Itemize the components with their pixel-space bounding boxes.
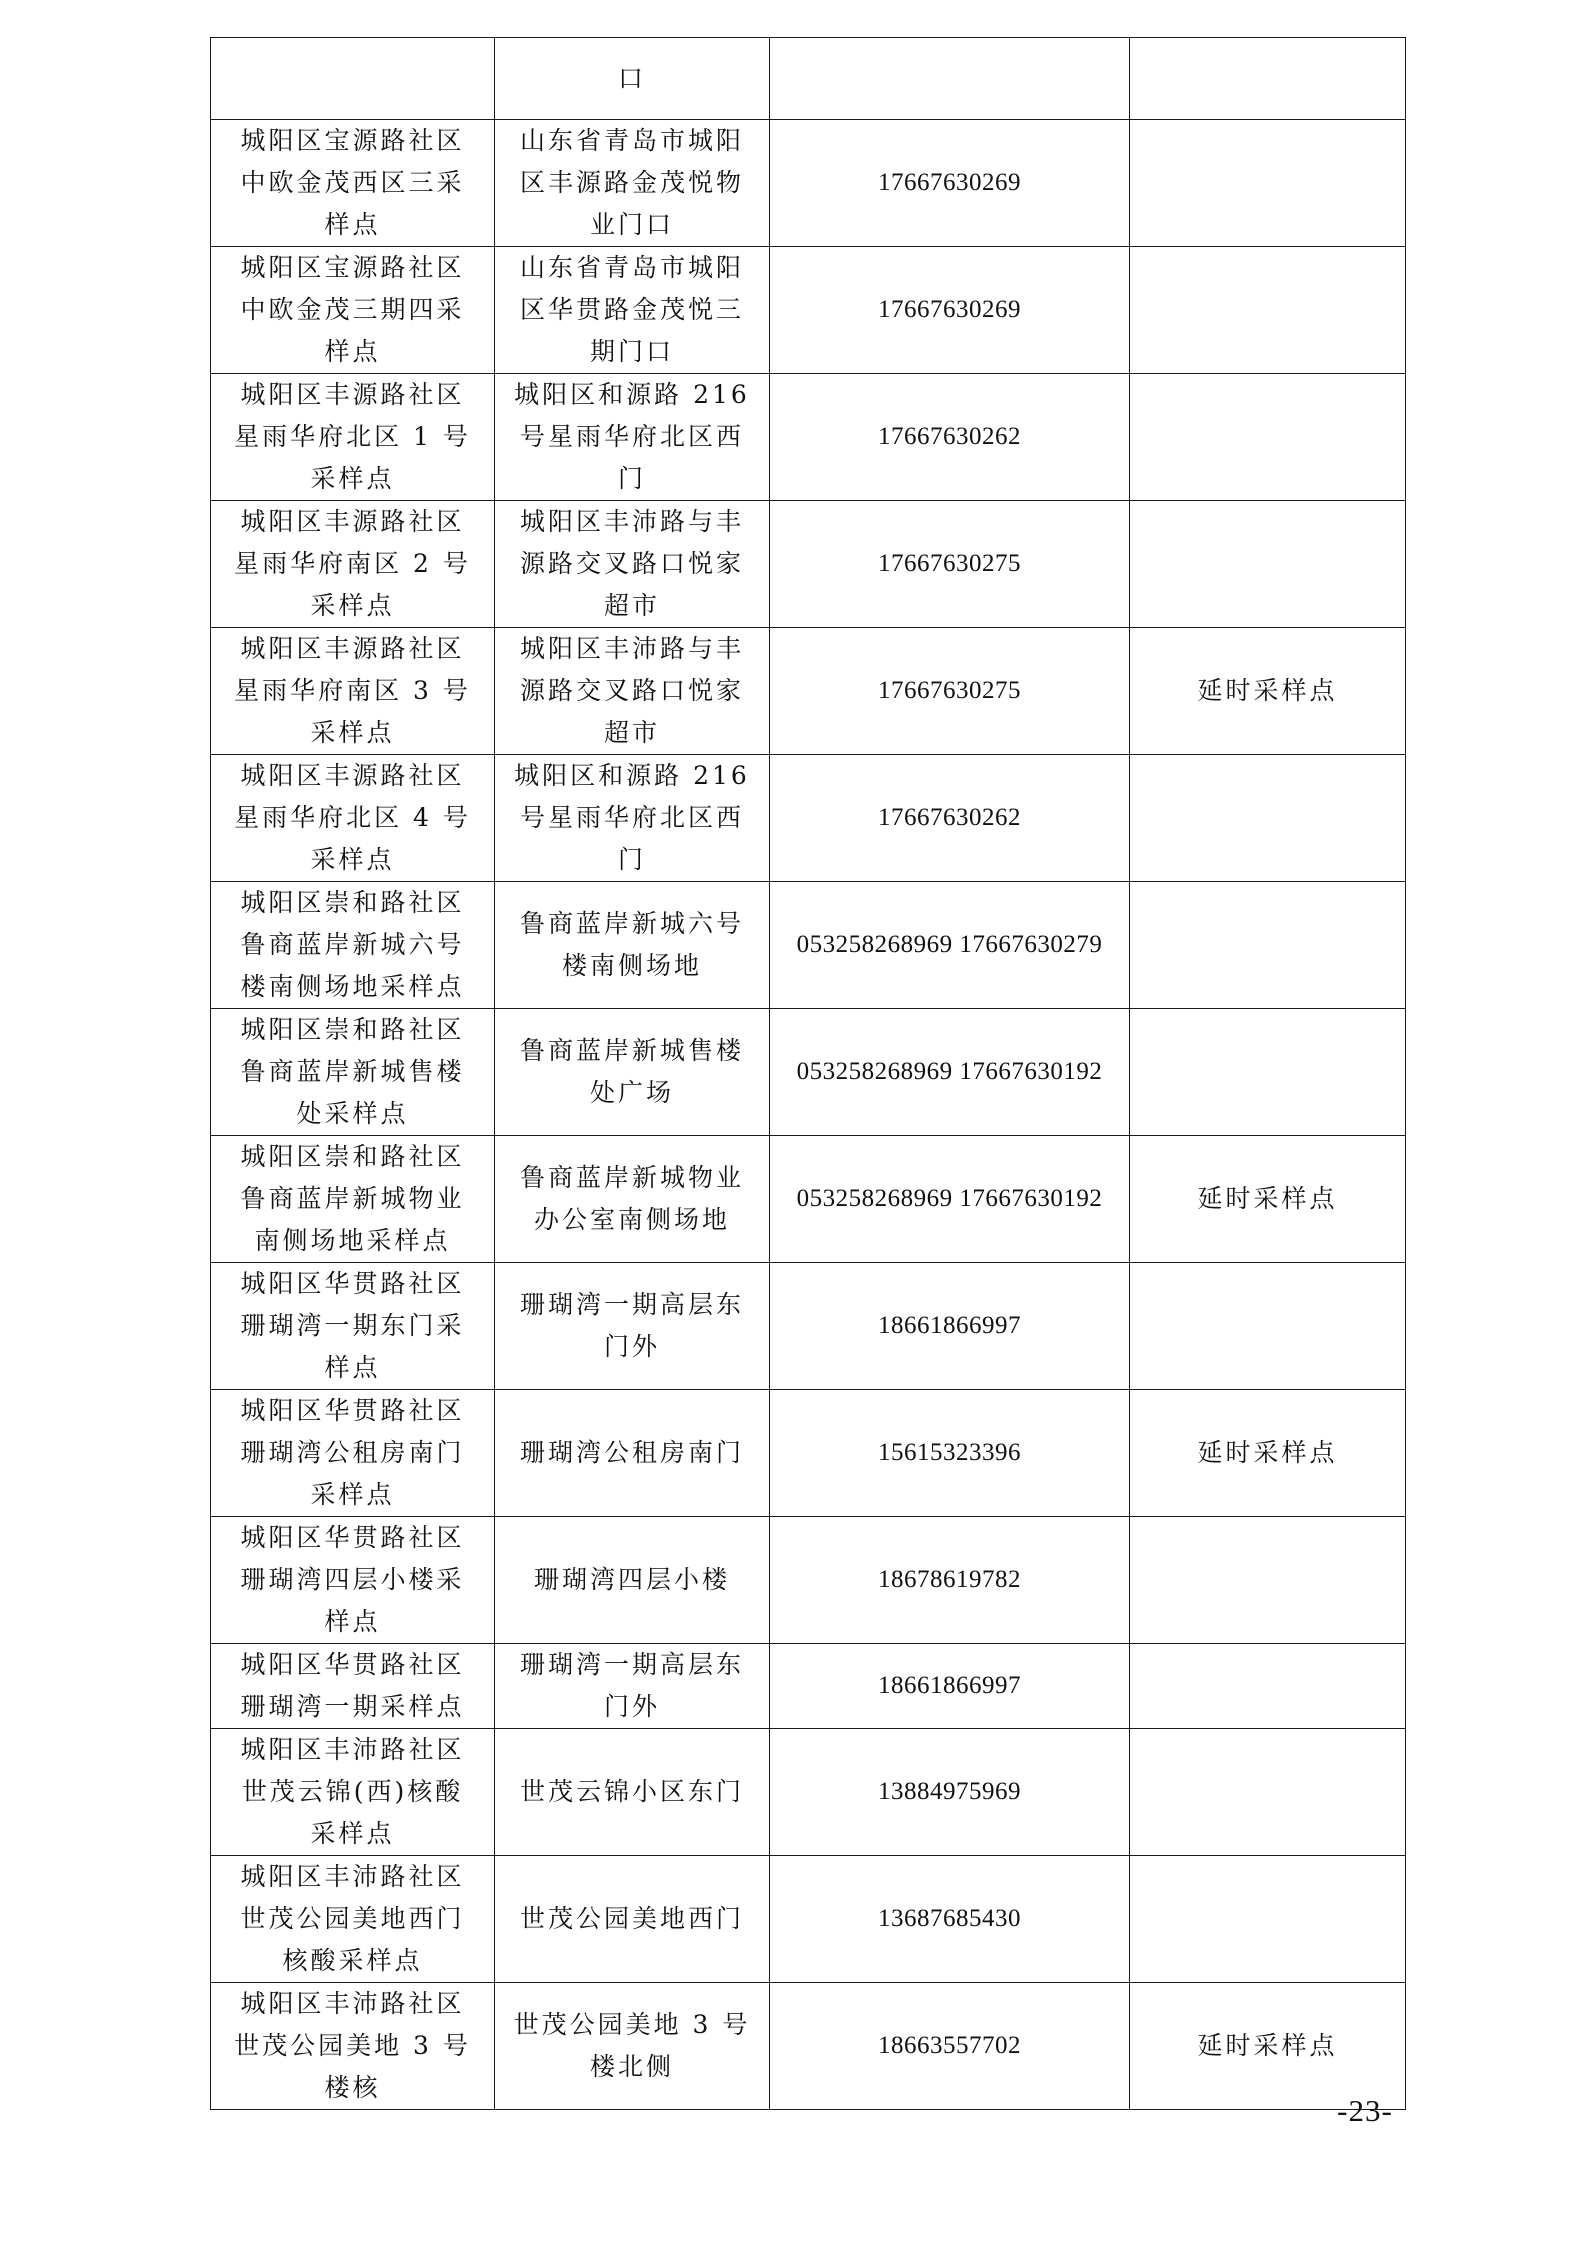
address-cell: 城阳区丰沛路与丰源路交叉路口悦家超市 xyxy=(495,501,770,628)
table-row xyxy=(211,501,1406,628)
phone-cell: 053258268969 17667630192 xyxy=(770,1136,1130,1263)
note-cell: 延时采样点 xyxy=(1130,1136,1406,1263)
note-cell xyxy=(1130,38,1406,120)
note-cell: 延时采样点 xyxy=(1130,628,1406,755)
table-row xyxy=(211,755,1406,882)
site-name-cell: 城阳区崇和路社区鲁商蓝岸新城六号楼南侧场地采样点 xyxy=(211,882,495,1009)
address-cell: 世茂云锦小区东门 xyxy=(495,1729,770,1856)
site-name-cell: 城阳区华贯路社区珊瑚湾公租房南门采样点 xyxy=(211,1390,495,1517)
site-name-cell xyxy=(211,38,495,120)
phone-cell: 18661866997 xyxy=(770,1263,1130,1390)
site-name-cell: 城阳区华贯路社区珊瑚湾一期采样点 xyxy=(211,1644,495,1729)
phone-cell: 17667630262 xyxy=(770,374,1130,501)
note-cell: 延时采样点 xyxy=(1130,1390,1406,1517)
note-cell xyxy=(1130,501,1406,628)
table-row xyxy=(211,1644,1406,1729)
phone-cell: 13687685430 xyxy=(770,1856,1130,1983)
site-name-cell: 城阳区宝源路社区中欧金茂三期四采样点 xyxy=(211,247,495,374)
table-row xyxy=(211,1009,1406,1136)
address-cell: 鲁商蓝岸新城六号楼南侧场地 xyxy=(495,882,770,1009)
table-row xyxy=(211,374,1406,501)
site-name-cell: 城阳区丰源路社区星雨华府南区 3 号采样点 xyxy=(211,628,495,755)
address-cell: 珊瑚湾一期高层东门外 xyxy=(495,1263,770,1390)
note-cell xyxy=(1130,1644,1406,1729)
table-row xyxy=(211,1136,1406,1263)
site-name-cell: 城阳区丰源路社区星雨华府北区 1 号采样点 xyxy=(211,374,495,501)
site-name-cell: 城阳区崇和路社区鲁商蓝岸新城物业南侧场地采样点 xyxy=(211,1136,495,1263)
phone-cell: 13884975969 xyxy=(770,1729,1130,1856)
phone-cell: 17667630275 xyxy=(770,501,1130,628)
note-cell xyxy=(1130,755,1406,882)
address-cell: 山东省青岛市城阳区华贯路金茂悦三期门口 xyxy=(495,247,770,374)
phone-cell: 17667630262 xyxy=(770,755,1130,882)
address-cell: 城阳区丰沛路与丰源路交叉路口悦家超市 xyxy=(495,628,770,755)
note-cell xyxy=(1130,882,1406,1009)
table-row xyxy=(211,1983,1406,2110)
phone-cell: 17667630269 xyxy=(770,120,1130,247)
note-cell xyxy=(1130,1729,1406,1856)
site-name-cell: 城阳区丰沛路社区世茂云锦(西)核酸采样点 xyxy=(211,1729,495,1856)
sampling-sites-table xyxy=(210,37,1406,2110)
note-cell xyxy=(1130,374,1406,501)
table-row xyxy=(211,120,1406,247)
table-row xyxy=(211,628,1406,755)
table-row xyxy=(211,1856,1406,1983)
phone-cell: 18661866997 xyxy=(770,1644,1130,1729)
table-row xyxy=(211,882,1406,1009)
address-cell: 世茂公园美地 3 号楼北侧 xyxy=(495,1983,770,2110)
address-cell: 山东省青岛市城阳区丰源路金茂悦物业门口 xyxy=(495,120,770,247)
phone-cell: 18663557702 xyxy=(770,1983,1130,2110)
page-number: -23- xyxy=(1337,2093,1393,2128)
address-cell: 鲁商蓝岸新城物业办公室南侧场地 xyxy=(495,1136,770,1263)
note-cell xyxy=(1130,247,1406,374)
site-name-cell: 城阳区丰沛路社区世茂公园美地 3 号楼核 xyxy=(211,1983,495,2110)
table-row xyxy=(211,1390,1406,1517)
phone-cell: 18678619782 xyxy=(770,1517,1130,1644)
phone-cell: 053258268969 17667630279 xyxy=(770,882,1130,1009)
table-row xyxy=(211,1729,1406,1856)
note-cell xyxy=(1130,1856,1406,1983)
phone-cell xyxy=(770,38,1130,120)
site-name-cell: 城阳区崇和路社区鲁商蓝岸新城售楼处采样点 xyxy=(211,1009,495,1136)
table-row xyxy=(211,1517,1406,1644)
address-cell: 珊瑚湾一期高层东门外 xyxy=(495,1644,770,1729)
address-cell: 珊瑚湾四层小楼 xyxy=(495,1517,770,1644)
site-name-cell: 城阳区华贯路社区珊瑚湾四层小楼采样点 xyxy=(211,1517,495,1644)
phone-cell: 17667630275 xyxy=(770,628,1130,755)
note-cell xyxy=(1130,1263,1406,1390)
address-cell: 世茂公园美地西门 xyxy=(495,1856,770,1983)
phone-cell: 053258268969 17667630192 xyxy=(770,1009,1130,1136)
address-cell: 城阳区和源路 216 号星雨华府北区西门 xyxy=(495,755,770,882)
site-name-cell: 城阳区丰沛路社区世茂公园美地西门核酸采样点 xyxy=(211,1856,495,1983)
site-name-cell: 城阳区华贯路社区珊瑚湾一期东门采样点 xyxy=(211,1263,495,1390)
site-name-cell: 城阳区宝源路社区中欧金茂西区三采样点 xyxy=(211,120,495,247)
table-row xyxy=(211,38,1406,120)
note-cell xyxy=(1130,1009,1406,1136)
table-row xyxy=(211,1263,1406,1390)
note-cell: 延时采样点 xyxy=(1130,1983,1406,2110)
note-cell xyxy=(1130,1517,1406,1644)
site-name-cell: 城阳区丰源路社区星雨华府北区 4 号采样点 xyxy=(211,755,495,882)
site-name-cell: 城阳区丰源路社区星雨华府南区 2 号采样点 xyxy=(211,501,495,628)
address-cell: 口 xyxy=(495,38,770,120)
address-cell: 鲁商蓝岸新城售楼处广场 xyxy=(495,1009,770,1136)
phone-cell: 17667630269 xyxy=(770,247,1130,374)
address-cell: 城阳区和源路 216 号星雨华府北区西门 xyxy=(495,374,770,501)
address-cell: 珊瑚湾公租房南门 xyxy=(495,1390,770,1517)
table-row xyxy=(211,247,1406,374)
note-cell xyxy=(1130,120,1406,247)
phone-cell: 15615323396 xyxy=(770,1390,1130,1517)
